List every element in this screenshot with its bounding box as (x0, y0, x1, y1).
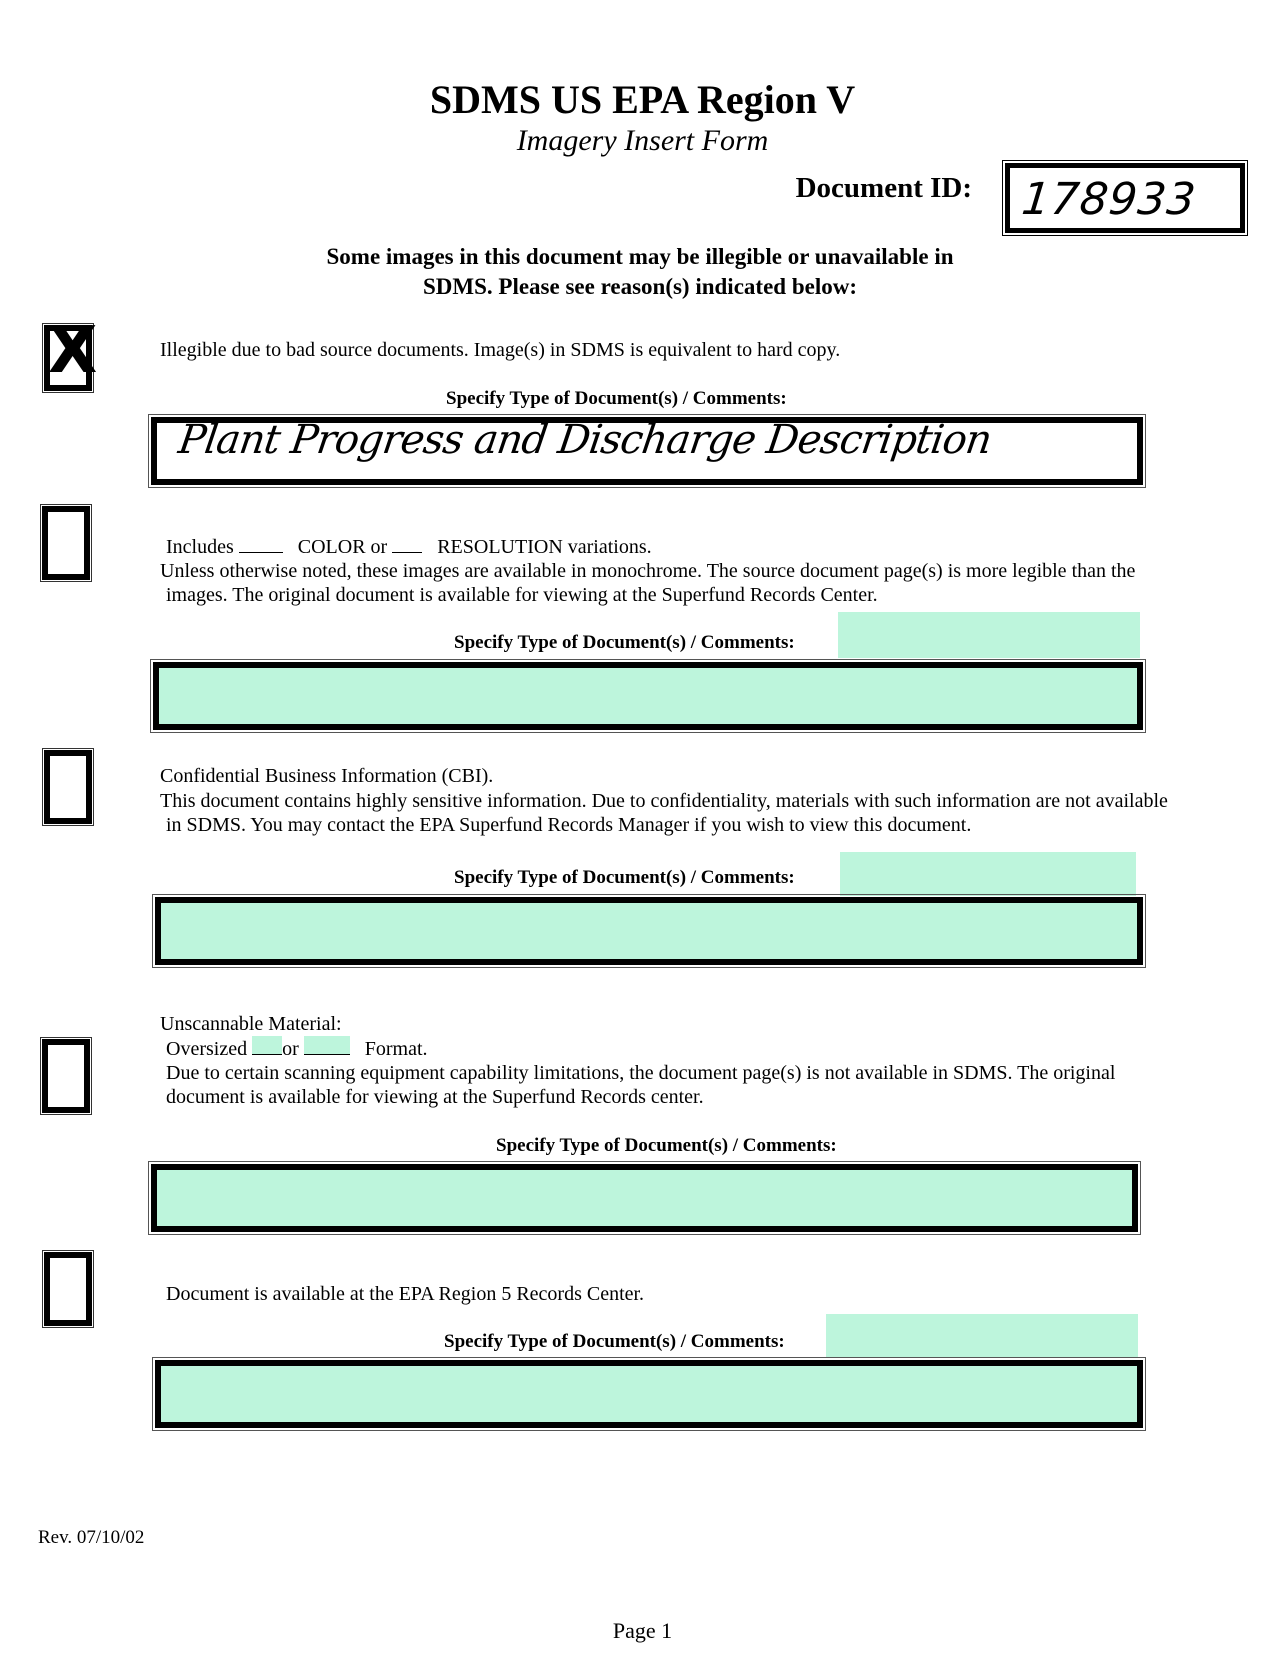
checkmark-x-icon: X (48, 314, 98, 388)
comments-field-4[interactable] (151, 1164, 1138, 1232)
resolution-label: RESOLUTION variations. (437, 536, 652, 558)
cbi-text-1: Confidential Business Information (CBI). (160, 765, 494, 787)
unscannable-text-3: Due to certain scanning equipment capability limitations, the document page(s) is not available in SDMS. The original (166, 1062, 1116, 1084)
comments-field-5[interactable] (155, 1360, 1143, 1428)
page-number: Page 1 (612, 1618, 673, 1643)
cbi-text-3: in SDMS. You may contact the EPA Superfund Records Manager if you wish to view this document. (166, 814, 972, 836)
illegible-text: Illegible due to bad source documents. Image(s) in SDMS is equivalent to hard copy. (160, 339, 841, 361)
document-id-label: Document ID: (795, 172, 972, 204)
color-label: COLOR or (297, 536, 388, 558)
checkbox-records-center[interactable] (44, 1252, 92, 1326)
highlight-pad-5 (826, 1314, 1138, 1358)
document-id-field[interactable] (1005, 163, 1245, 233)
checkbox-cbi[interactable] (44, 750, 92, 824)
comments-value-1: Plant Progress and Discharge Description (175, 417, 994, 463)
notice-line-1: Some images in this document may be illegible or unavailable in (326, 244, 954, 269)
notice-text (200, 242, 1080, 302)
oversized-blank-field[interactable] (252, 1036, 282, 1055)
unscannable-text-4: document is available for viewing at the Superfund Records center. (166, 1086, 704, 1108)
spec-label-4: Specify Type of Document(s) / Comments: (496, 1135, 837, 1156)
spec-label-1: Specify Type of Document(s) / Comments: (446, 388, 787, 409)
color-text-3: images. The original document is available for viewing at the Superfund Records Center. (166, 584, 878, 606)
or-label: or (282, 1038, 299, 1060)
highlight-pad-3 (840, 852, 1136, 896)
includes-line (166, 534, 652, 559)
comments-field-3[interactable] (155, 897, 1143, 965)
cbi-text-2: This document contains highly sensitive information. Due to confidentiality, materials with such information are not available (160, 790, 1168, 812)
comments-field-2[interactable] (153, 662, 1143, 730)
unscannable-text-1: Unscannable Material: (160, 1013, 342, 1035)
revision-label: Rev. 07/10/02 (38, 1527, 145, 1548)
oversized-line (166, 1036, 428, 1061)
checkbox-color-resolution[interactable] (42, 506, 90, 580)
comments-field-1[interactable] (151, 417, 1143, 485)
document-id-value: 178933 (1019, 174, 1199, 225)
format-label: Format. (364, 1038, 428, 1060)
format-blank-field[interactable] (304, 1036, 350, 1055)
oversized-label: Oversized (166, 1038, 248, 1060)
color-text-2: Unless otherwise noted, these images are available in monochrome. The source document page(s) is more legible than the (160, 560, 1136, 582)
form-title: SDMS US EPA Region V (429, 77, 856, 122)
checkbox-illegible[interactable] (44, 314, 98, 391)
color-blank-field[interactable] (239, 534, 283, 553)
form-subtitle: Imagery Insert Form (516, 124, 769, 157)
checkbox-unscannable[interactable] (42, 1039, 90, 1113)
spec-label-2: Specify Type of Document(s) / Comments: (454, 632, 795, 653)
notice-line-2: SDMS. Please see reason(s) indicated below: (423, 274, 857, 299)
spec-label-5: Specify Type of Document(s) / Comments: (444, 1331, 785, 1352)
includes-label: Includes (166, 536, 234, 558)
spec-label-3: Specify Type of Document(s) / Comments: (454, 867, 795, 888)
records-center-text: Document is available at the EPA Region 5 Records Center. (166, 1283, 645, 1305)
highlight-pad-2 (838, 612, 1140, 658)
resolution-blank-field[interactable] (392, 534, 422, 553)
